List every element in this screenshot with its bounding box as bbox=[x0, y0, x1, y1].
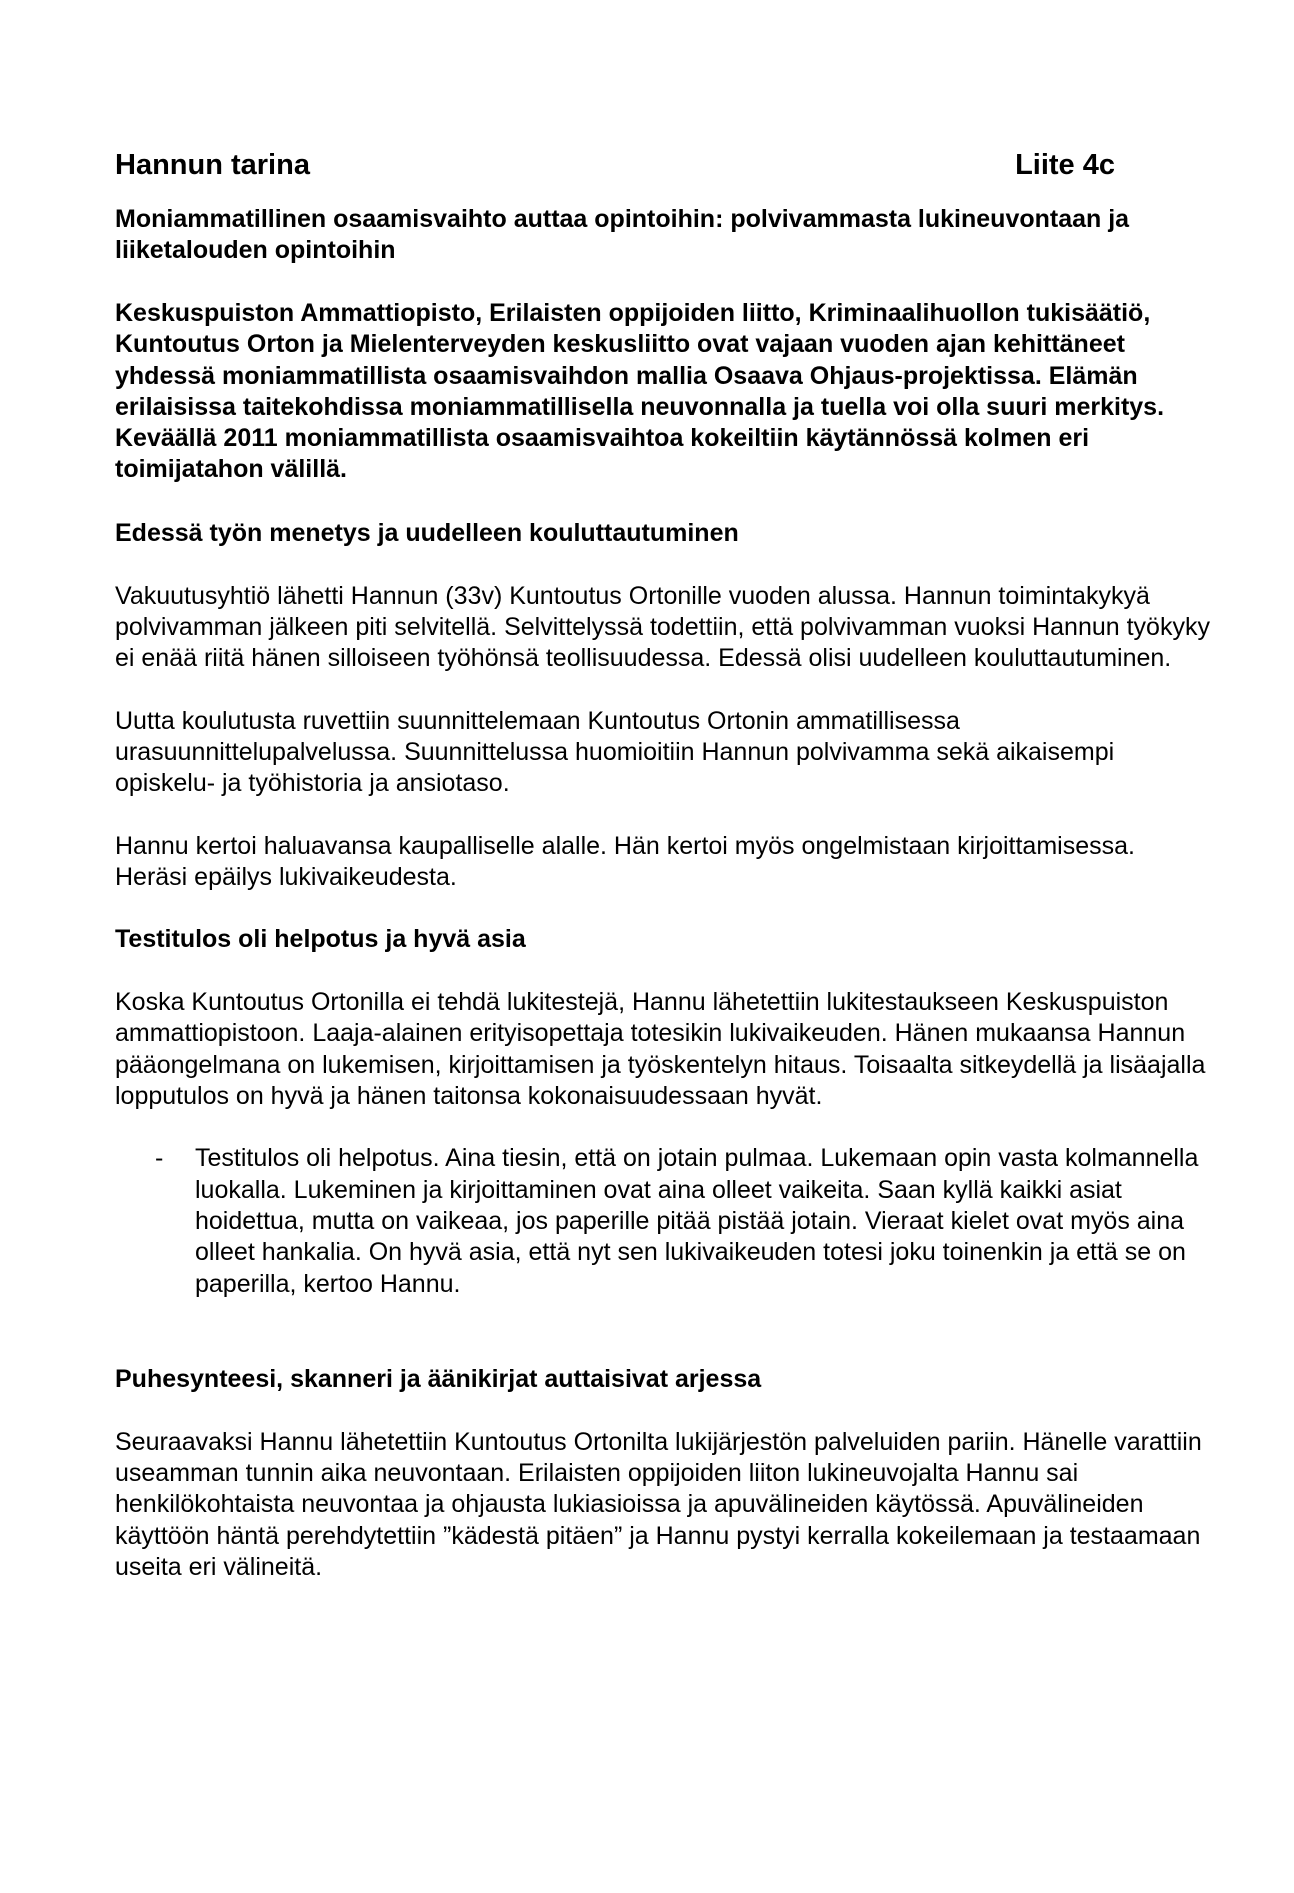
section-heading: Edessä työn menetys ja uudelleen kouluttautuminen bbox=[115, 518, 739, 547]
section-heading: Puhesynteesi, skanneri ja äänikirjat auttaisivat arjessa bbox=[115, 1364, 762, 1393]
body-paragraph: Seuraavaksi Hannu lähetettiin Kuntoutus Ortonilta lukijärjestön palveluiden pariin. Hänelle varattiin useamman tunnin aika neuvontaan. Erilaisten oppijoiden liiton lukineuvojalta Hannu sai henkilökohtaista neuvontaa ja ohjausta lukiasioissa ja apuvälineiden käytössä. Apuvälineiden käyttöön häntä perehdytettiin ”kädestä pitäen” ja Hannu pystyi kerralla kokeilemaan ja testaamaan useita eri välineitä. bbox=[115, 1427, 1202, 1582]
body-paragraph: Uutta koulutusta ruvettiin suunnittelemaan Kuntoutus Ortonin ammatillisessa urasuunnittelupalvelussa. Suunnittelussa huomioitiin Hannun polvivamma sekä aikaisempi opiskelu- ja työhistoria ja ansiotaso. bbox=[115, 706, 1115, 798]
body-paragraph: Koska Kuntoutus Ortonilla ei tehdä lukitestejä, Hannu lähetettiin lukitestaukseen Keskuspuiston ammattiopistoon. Laaja-alainen erityisopettaja totesikin lukivaikeuden. Hänen mukaansa Hannun pääongelmana on lukemisen, kirjoittamisen ja työskentelyn hitaus. Toisaalta sitkeydellä ja lisäajalla lopputulos on hyvä ja hänen taitonsa kokonaisuudessaan hyvät. bbox=[115, 988, 1206, 1111]
intro-paragraph: Keskuspuiston Ammattiopisto, Erilaisten oppijoiden liitto, Kriminaalihuollon tukisäätiö, Kuntoutus Orton ja Mielenterveyden keskusliitto ovat vajaan vuoden ajan kehittäneet yhdessä moniammatillista osaamisvaihdon mallia Osaava Ohjaus-projektissa. Elämän erilaisissa taitekohdissa moniammatillisella neuvonnalla ja tuella voi olla suuri merkitys. Keväällä 2011 moniammatillista osaamisvaihtoa kokeiltiin käytännössä kolmen eri toimijatahon välillä. bbox=[115, 299, 1165, 484]
document-page bbox=[115, 148, 1210, 1614]
body-paragraph: Hannu kertoi haluavansa kaupalliselle alalle. Hän kertoi myös ongelmistaan kirjoittamisessa. Heräsi epäilys lukivaikeudesta. bbox=[115, 831, 1135, 891]
attachment-label: Liite 4c bbox=[1015, 149, 1115, 181]
quote-text: Testitulos oli helpotus. Aina tiesin, että on jotain pulmaa. Lukemaan opin vasta kolmannella luokalla. Lukeminen ja kirjoittaminen ovat aina olleet vaikeita. Saan kyllä kaikki asiat hoidettua, mutta on vaikeaa, jos paperille pitää pistää jotain. Vieraat kielet ovat myös aina olleet hankalia. On hyvä asia, että nyt sen lukivaikeuden totesi joku toinenkin ja että se on paperilla, kertoo Hannu. bbox=[195, 1144, 1199, 1298]
quote-list-item bbox=[115, 1143, 1210, 1299]
lead-heading: Moniammatillinen osaamisvaihto auttaa opintoihin: polvivammasta lukineuvontaan ja liiketalouden opintoihin bbox=[115, 205, 1130, 264]
body-paragraph: Vakuutusyhtiö lähetti Hannun (33v) Kuntoutus Ortonille vuoden alussa. Hannun toimintakykyä polvivamman jälkeen piti selvitellä. Selvittelyssä todettiin, että polvivamman vuoksi Hannun työkyky ei enää riitä hänen silloiseen työhönsä teollisuudessa. Edessä olisi uudelleen kouluttautuminen. bbox=[115, 581, 1210, 673]
title-row bbox=[115, 148, 1115, 182]
document-title: Hannun tarina bbox=[115, 149, 310, 181]
list-dash: - bbox=[155, 1144, 164, 1173]
section-heading: Testitulos oli helpotus ja hyvä asia bbox=[115, 925, 526, 954]
